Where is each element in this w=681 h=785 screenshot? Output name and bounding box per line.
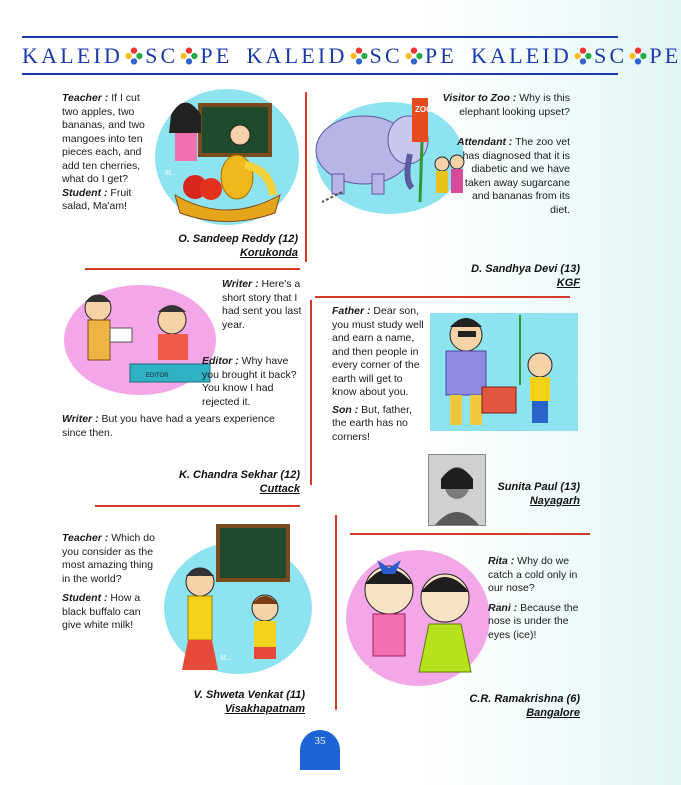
rita-rani-illustration xyxy=(343,540,493,690)
credit-name: D. Sandhya Devi (13) xyxy=(471,263,580,275)
page-number-tab xyxy=(300,730,340,770)
flower-icon xyxy=(350,47,368,65)
speaker-label: Teacher : xyxy=(62,532,109,544)
speaker-label: Attendant : xyxy=(456,136,513,148)
credit-city: Korukonda xyxy=(239,247,298,259)
divider-horizontal xyxy=(85,268,300,270)
credit-city: Visakhapatnam xyxy=(224,703,305,715)
joke-fruit-salad xyxy=(62,92,146,214)
credit-name: K. Chandra Sekhar (12) xyxy=(178,469,300,481)
credit-name: V. Shweta Venkat (11) xyxy=(193,689,305,701)
joke-line: Why have you brought it back? You know I had rejected it. xyxy=(202,355,297,408)
joke-father-son xyxy=(332,305,424,444)
joke-line: Why do we catch a cold only in our nose? xyxy=(488,555,578,594)
speaker-label: Visitor to Zoo : xyxy=(442,92,517,104)
speaker-label: Student : xyxy=(62,592,108,604)
speaker-label: Rani : xyxy=(488,601,518,614)
artist-signature: M... xyxy=(363,664,375,672)
banner-word-2: KALEID SC PE xyxy=(246,43,457,68)
artist-signature: M... xyxy=(220,654,232,662)
flower-icon xyxy=(180,47,198,65)
banner-word-1: KALEID SC PE xyxy=(22,43,233,68)
zoo-sign-text: ZOO xyxy=(415,105,433,114)
artist-signature: M... xyxy=(165,169,177,177)
credit-joke-1 xyxy=(150,232,298,260)
credit-city: Bangalore xyxy=(526,707,580,719)
joke-line: Which do you consider as the most amazing thing in the world? xyxy=(62,532,155,585)
joke-writer-part-1 xyxy=(222,278,302,332)
joke-line: If I cut two apples, two bananas, and two mangoes into ten pieces each, and add ten cherries, what do I get? xyxy=(62,92,145,185)
editor-desk-label: EDITOR xyxy=(146,373,169,379)
joke-line: But, father, the earth has no corners! xyxy=(332,403,412,443)
divider-vertical xyxy=(305,92,307,262)
joke-line: Because the nose is under the eyes (ice)! xyxy=(488,601,579,641)
speaker-label: Father : xyxy=(332,305,371,317)
speaker-label: Student : xyxy=(62,186,108,199)
divider-horizontal xyxy=(95,505,300,507)
flower-icon xyxy=(125,47,143,65)
credit-joke-3 xyxy=(140,468,300,496)
joke-line: Dear son, you must study well and earn a name, and then people in every corner of the earth will get to know about you. xyxy=(332,305,424,398)
joke-writer-part-2 xyxy=(62,355,302,440)
page-number: 35 xyxy=(314,735,326,747)
credit-name: O. Sandeep Reddy (12) xyxy=(178,233,298,245)
credit-city: Cuttack xyxy=(259,483,300,495)
joke-line: But you have had a years experience since then. xyxy=(62,413,275,439)
joke-line: How a black buffalo can give white milk! xyxy=(62,592,141,631)
joke-line: Why is this elephant looking upset? xyxy=(459,92,570,118)
credit-name: Sunita Paul (13) xyxy=(497,481,580,493)
credit-city: Nayagarh xyxy=(529,495,580,507)
credit-name: C.R. Ramakrishna (6) xyxy=(469,693,580,705)
banner-word-3: KALEID SC PE xyxy=(470,43,681,68)
flower-icon xyxy=(629,47,647,65)
teacher-fruit-illustration xyxy=(145,85,300,230)
credit-city: KGF xyxy=(556,277,580,289)
speaker-label: Writer : xyxy=(62,413,99,425)
kaleidoscope-banner xyxy=(22,42,681,70)
credit-joke-5 xyxy=(160,688,305,716)
joke-zoo-part-1 xyxy=(440,92,570,119)
speaker-label: Writer : xyxy=(222,278,259,290)
joke-zoo-part-2 xyxy=(452,136,570,217)
credit-joke-4 xyxy=(470,480,580,508)
banner-bottom-rule xyxy=(22,73,618,75)
credit-joke-6 xyxy=(430,692,580,720)
joke-buffalo xyxy=(62,532,162,633)
joke-line: The zoo vet has diagnosed that it is diabetic and we have taken away sugarcane and bananas from its diet. xyxy=(462,136,570,216)
credit-joke-2 xyxy=(420,262,580,290)
teacher-student-illustration xyxy=(160,520,315,680)
flower-icon xyxy=(574,47,592,65)
joke-rita-rani xyxy=(488,555,580,642)
flower-icon xyxy=(405,47,423,65)
father-son-illustration xyxy=(420,305,580,435)
joke-line: Here's a short story that I had sent you last year. xyxy=(222,278,302,331)
speaker-label: Son : xyxy=(332,403,359,416)
divider-vertical xyxy=(335,515,337,710)
banner-top-rule xyxy=(22,36,618,38)
divider-horizontal xyxy=(315,296,570,298)
joke-line: Fruit salad, Ma'am! xyxy=(62,186,132,212)
divider-vertical xyxy=(310,300,312,485)
divider-horizontal xyxy=(350,533,590,535)
speaker-label: Teacher : xyxy=(62,92,109,104)
speaker-label: Editor : xyxy=(202,355,239,367)
speaker-label: Rita : xyxy=(488,555,515,567)
